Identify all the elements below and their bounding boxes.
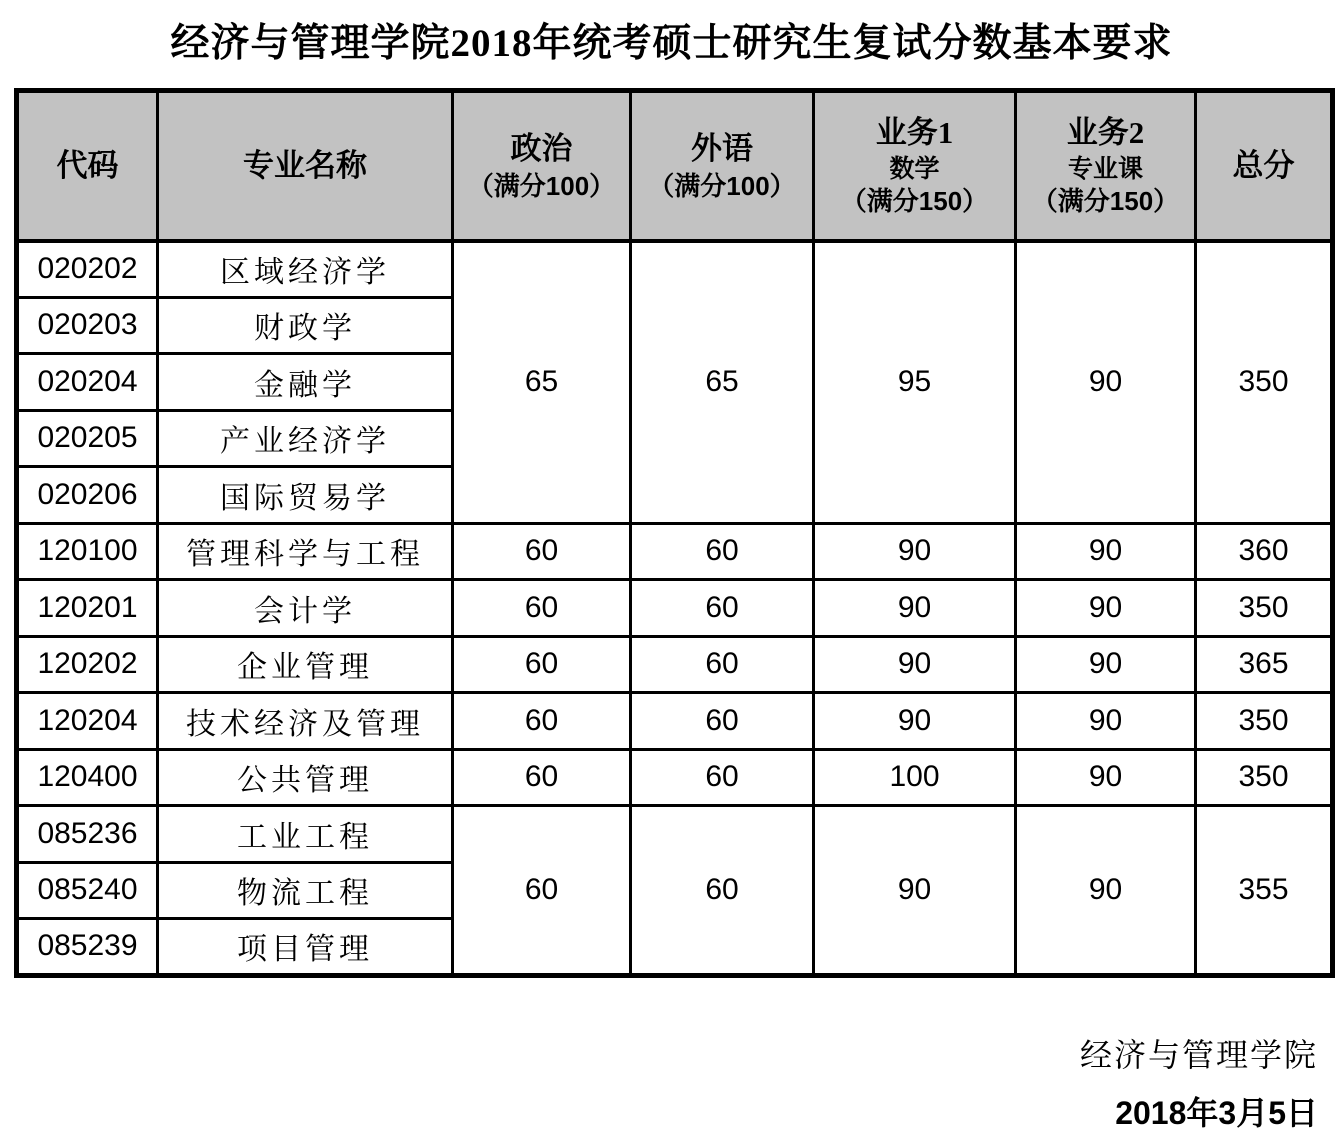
foreign-language-score: 60 [631,636,814,693]
total-score: 365 [1196,636,1333,693]
major-name: 公共管理 [158,749,453,806]
politics-score: 60 [453,580,631,637]
business2-score: 90 [1016,693,1196,750]
major-name: 项目管理 [158,919,453,976]
major-name: 会计学 [158,580,453,637]
business2-score: 90 [1016,806,1196,976]
business2-score: 90 [1016,241,1196,524]
major-name: 财政学 [158,297,453,354]
major-name: 企业管理 [158,636,453,693]
col-header-business2-specialty [1016,91,1196,241]
major-code: 120204 [17,693,158,750]
business1-score: 90 [814,636,1016,693]
major-code: 085240 [17,862,158,919]
col-header-business2-subject: 专业课 [1067,156,1143,184]
foreign-language-score: 60 [631,749,814,806]
business1-score: 90 [814,580,1016,637]
col-header-business1-subject: 数学 [889,156,940,184]
major-name: 区域经济学 [158,241,453,298]
major-name: 金融学 [158,354,453,411]
business1-score: 90 [814,523,1016,580]
politics-score: 60 [453,523,631,580]
page-title: 经济与管理学院2018年统考硕士研究生复试分数基本要求 [170,22,1173,65]
col-header-business1-label: 业务1 [875,115,954,151]
footer-signature: 经济与管理学院 [1079,1036,1318,1074]
business1-score: 100 [814,749,1016,806]
col-header-business1-maxscore: （满分150） [840,186,989,217]
col-header-major-label: 专业名称 [243,147,367,183]
major-code: 120202 [17,636,158,693]
business2-score: 90 [1016,580,1196,637]
politics-score: 60 [453,749,631,806]
foreign-language-score: 65 [631,241,814,524]
col-header-business1-math [814,91,1016,241]
footer-date: 2018年3月5日 [1115,1095,1318,1131]
major-code: 020204 [17,354,158,411]
total-score: 350 [1196,580,1333,637]
foreign-language-score: 60 [631,580,814,637]
total-score: 350 [1196,749,1333,806]
table-header-row [17,91,1333,241]
total-score: 355 [1196,806,1333,976]
col-header-politics-maxscore: （满分100） [467,170,616,201]
politics-score: 60 [453,636,631,693]
major-name: 管理科学与工程 [158,523,453,580]
major-code: 085239 [17,919,158,976]
major-code: 085236 [17,806,158,863]
col-header-business2-label: 业务2 [1066,115,1145,151]
politics-score: 60 [453,806,631,976]
business2-score: 90 [1016,749,1196,806]
business2-score: 90 [1016,636,1196,693]
total-score: 350 [1196,693,1333,750]
col-header-major [158,91,453,241]
major-code: 020202 [17,241,158,298]
col-header-code [17,91,158,241]
col-header-foreign-label: 外语 [691,130,753,166]
major-code: 020203 [17,297,158,354]
business2-score: 90 [1016,523,1196,580]
major-code: 120201 [17,580,158,637]
table-row [17,806,1333,863]
major-code: 020206 [17,467,158,524]
major-code: 120100 [17,523,158,580]
major-code: 120400 [17,749,158,806]
major-name: 物流工程 [158,862,453,919]
major-code: 020205 [17,410,158,467]
col-header-politics-label: 政治 [510,130,573,166]
table-row [17,636,1333,693]
major-name: 工业工程 [158,806,453,863]
table-row [17,693,1333,750]
business1-score: 90 [814,693,1016,750]
business1-score: 90 [814,806,1016,976]
table-row [17,241,1333,298]
politics-score: 65 [453,241,631,524]
table-row [17,749,1333,806]
table-row [17,580,1333,637]
col-header-code-label: 代码 [56,147,119,183]
col-header-foreign-language [631,91,814,241]
col-header-foreign-maxscore: （满分100） [648,170,796,201]
score-requirements-table [14,88,1335,978]
col-header-total [1196,91,1333,241]
major-name: 技术经济及管理 [158,693,453,750]
col-header-politics [453,91,631,241]
foreign-language-score: 60 [631,523,814,580]
foreign-language-score: 60 [631,693,814,750]
total-score: 360 [1196,523,1333,580]
table-row [17,523,1333,580]
foreign-language-score: 60 [631,806,814,976]
col-header-total-label: 总分 [1232,147,1295,183]
total-score: 350 [1196,241,1333,524]
major-name: 产业经济学 [158,410,453,467]
business1-score: 95 [814,241,1016,524]
major-name: 国际贸易学 [158,467,453,524]
col-header-business2-maxscore: （满分150） [1031,186,1180,217]
politics-score: 60 [453,693,631,750]
